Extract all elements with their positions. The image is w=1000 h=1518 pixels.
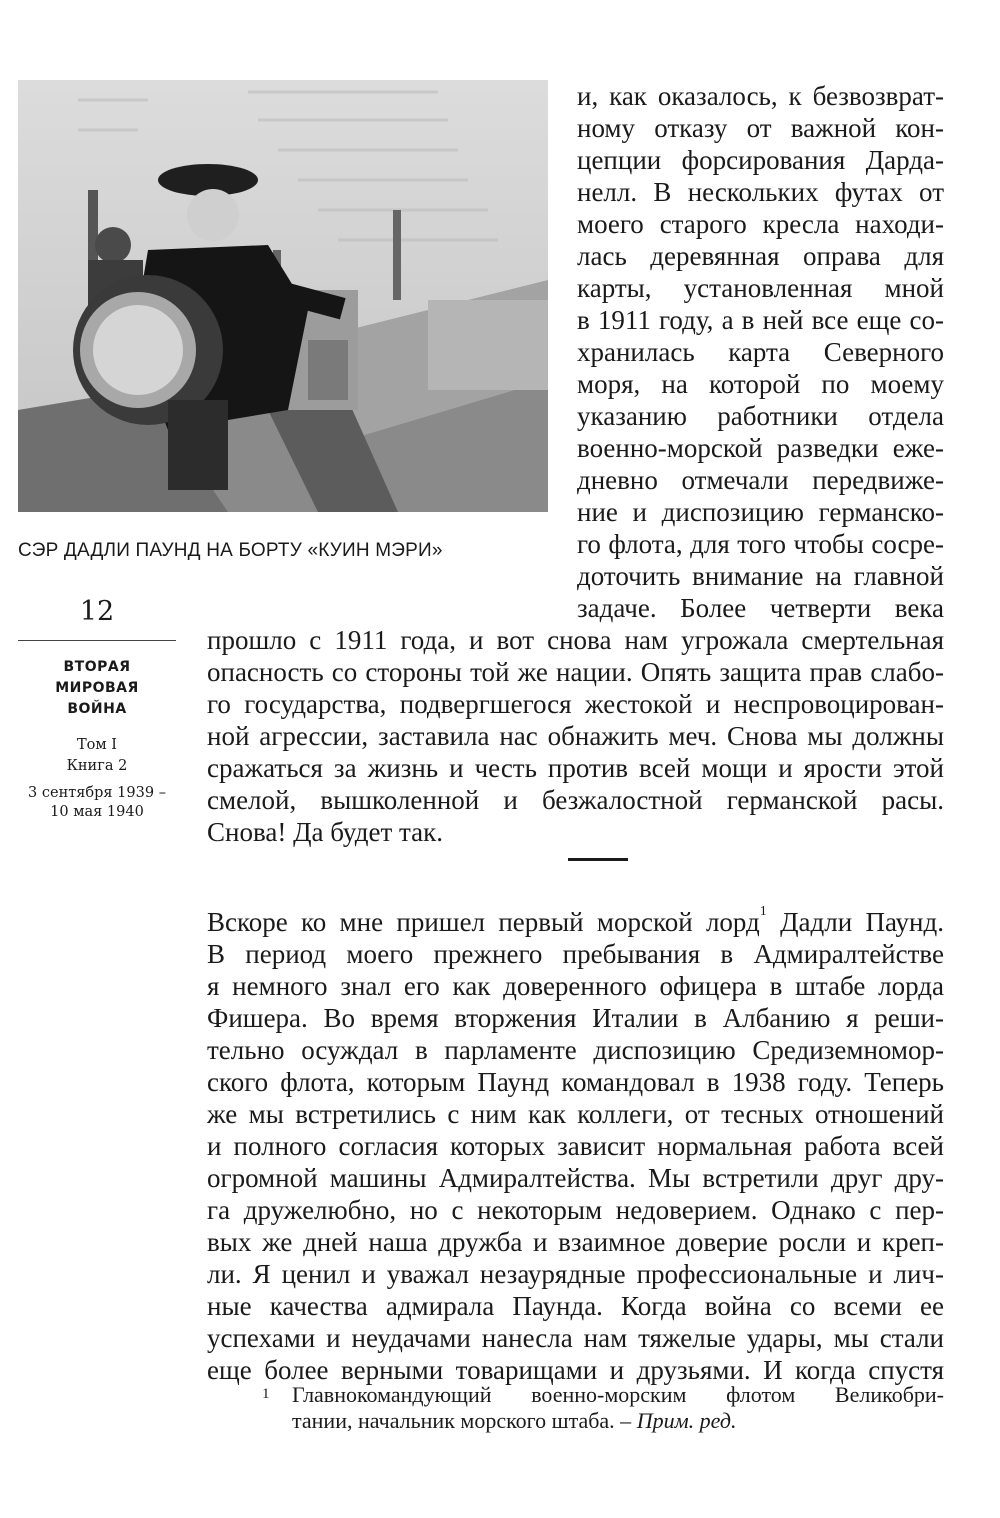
text-line: хранилась карта Северного	[577, 337, 944, 367]
chapter-divider	[18, 640, 176, 641]
text-line: моря, на которой по моему	[577, 369, 944, 399]
footnote-line	[292, 1408, 944, 1434]
text-line: ли. Я ценил и уважал незаурядные профессиональные и лич-	[207, 1259, 944, 1289]
text-line: го флота, для того чтобы сосре-	[577, 529, 944, 559]
date-range	[18, 784, 176, 822]
text-line: вых же дней наша дружба и взаимное доверие росли и креп-	[207, 1227, 944, 1257]
book-title	[18, 657, 176, 720]
footnote-text: тании, начальник морского штаба. –	[292, 1408, 637, 1433]
text-line-with-footnote	[207, 906, 944, 938]
text-line: В период моего прежнего пребывания в Адмиралтействе	[207, 939, 944, 969]
text-line: еще более верными товарищами и друзьями. И когда спустя	[207, 1355, 944, 1385]
book-title-line: ВОЙНА	[67, 701, 127, 717]
text-line: успехами и неудачами нанесла нам тяжелые удары, мы стали	[207, 1323, 944, 1353]
footnote-ref[interactable]: 1	[759, 904, 767, 919]
date-range-end: 10 мая 1940	[50, 804, 144, 820]
book-title-line: МИРОВАЯ	[55, 680, 139, 696]
text-line: Снова! Да будет так.	[207, 817, 443, 847]
photo-image	[18, 80, 548, 512]
volume-info	[18, 735, 176, 777]
text-line: ные качества адмирала Паунда. Когда война со всеми ее	[207, 1291, 944, 1321]
text-line: цепции форсирования Дарда-	[577, 145, 944, 175]
text-line: и, как оказалось, к безвозврат-	[577, 81, 944, 111]
text-line: ному отказу от важной кон-	[577, 113, 944, 143]
editor-note: Прим. ред.	[636, 1408, 737, 1433]
date-range-start: 3 сентября 1939 –	[28, 785, 166, 801]
photo-admiral-pound	[18, 80, 548, 512]
text-line: огромной машины Адмиралтейства. Мы встретили друг дру-	[207, 1163, 944, 1193]
text-line: га дружелюбно, но с некоторым недоверием. Однако с пер-	[207, 1195, 944, 1225]
text-line: опасность со стороны той же нации. Опять защита прав слабо-	[207, 657, 944, 687]
text-line: го государства, подвергшегося жестокой и неспровоцирован-	[207, 689, 944, 719]
chapter-number: 12	[79, 596, 115, 627]
text-line: нелл. В нескольких футах от	[577, 177, 944, 207]
text-line: ского флота, которым Паунд командовал в 1938 году. Теперь	[207, 1067, 944, 1097]
book-label: Книга 2	[66, 758, 128, 774]
book-title-line: ВТОРАЯ	[63, 659, 131, 675]
text-line: и полного согласия которых зависит нормальная работа всей	[207, 1131, 944, 1161]
text-line: моего старого кресла находи-	[577, 209, 944, 239]
text-line: лась деревянная оправа для	[577, 241, 944, 271]
text-fragment: Дадли Паунд.	[766, 907, 944, 937]
text-line: Фишера. Во время вторжения Италии в Албанию я реши-	[207, 1003, 944, 1033]
text-line: ной агрессии, заставила нас обнажить меч. Снова мы должны	[207, 721, 944, 751]
text-line: указанию работники отдела	[577, 401, 944, 431]
text-line: карты, установленная мной	[577, 273, 944, 303]
text-line: тельно осуждал в парламенте диспозицию Средиземномор-	[207, 1035, 944, 1065]
text-line: смелой, вышколенной и безжалостной германской расы.	[207, 785, 944, 815]
text-line: я немного знал его как доверенного офицера в штабе лорда	[207, 971, 944, 1001]
text-line: сражаться за жизнь и честь против всей мощи и ярости этой	[207, 753, 944, 783]
footnote-line: Главнокомандующий военно-морским флотом Великобри-	[292, 1382, 944, 1407]
text-line: доточить внимание на главной	[577, 561, 944, 591]
footnote-number: 1	[262, 1386, 270, 1402]
text-line: военно-морской разведки еже-	[577, 433, 944, 463]
volume-label: Том I	[76, 737, 118, 753]
text-fragment: Вскоре ко мне пришел первый морской лорд	[207, 907, 760, 937]
text-line: ние и диспозицию германско-	[577, 497, 944, 527]
section-separator	[568, 858, 628, 861]
text-line: же мы встретились с ним как коллеги, от тесных отношений	[207, 1099, 944, 1129]
photo-caption: СЭР ДАДЛИ ПАУНД НА БОРТУ «КУИН МЭРИ»	[18, 540, 443, 561]
text-line: дневно отмечали передвиже-	[577, 465, 944, 495]
text-line: в 1911 году, а в ней все еще со-	[577, 305, 944, 335]
text-line: прошло с 1911 года, и вот снова нам угрожала смертельная	[207, 625, 944, 655]
text-line: задаче. Более четверти века	[577, 593, 944, 623]
